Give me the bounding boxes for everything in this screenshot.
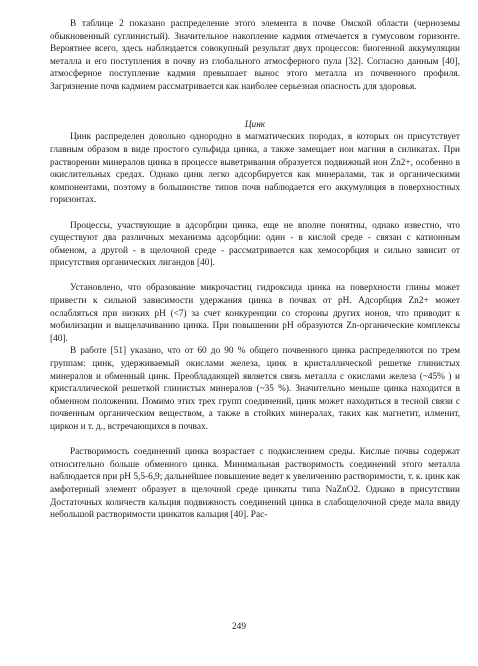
page-text xyxy=(50,18,460,522)
spacer xyxy=(50,207,460,220)
paragraph-intro: В таблице 2 показано распределение этого элемента в почве Омской области (черноземы обыкновенный суглинистый). Значительное накопление кадмия отмечается в гумусовом горизонте. Вероятнее всего, здесь наблюдается совокупный результат двух процессов: биогенной аккумуляции металла и его поступления в почву из глобального атмосферного пула [32]. Согласно данным [40], атмосферное поступление кадмия превышает вынос этого металла из почвенного профиля. Загрязнение почв кадмием рассматривается как наиболее серьезная опасность для здоровья. xyxy=(50,19,460,92)
spacer xyxy=(50,434,460,447)
paragraph-zinc-1: Цинк распределен довольно однородно в магматических породах, в которых он присутствует главным образом в виде простого сульфида цинка, а также замещает ион магния в силикатах. При растворении минералов цинка в процессе выветривания образуется подвижный ион Zn2+, особенно в окислительных средах. Однако цинк легко адсорбируется как минералами, так и органическими компонентами, поэтому в большинстве типов почв наблюдается его аккумуляция в поверхностных горизонтах. xyxy=(50,132,460,206)
spacer xyxy=(50,94,460,107)
paragraph-zinc-2: Процессы, участвующие в адсорбции цинка, еще не вполне понятны, однако известно, что существуют два различных механизма адсорбции: один - в кислой среде - связан с катионным обменом, а другой - в щелочной среде - рассматривается как хемосорбция и сильно зависит от присутствия органических лигандов [40]. xyxy=(50,220,460,269)
spacer xyxy=(50,106,460,119)
spacer xyxy=(50,270,460,283)
paragraph-zinc-4: В работе [51] указано, что от 60 до 90 % общего почвенного цинка распределяются по трем группам: цинк, удерживаемый окислами железа, цинк в кристаллической решетке глинистых минералов и обменный цинк. Преобладающей является связь металла с окислами железа (~45% ) и кристаллической решеткой глинистых минералов (~35 %). Значительно меньше цинка находится в обменном положении. Помимо этих трех групп соединений, цинк может находиться в тесной связи с почвенным органическим веществом, а также в стойких минералах, таких как магнетит, илменит, циркон и т. д., встречающихся в почвах. xyxy=(50,346,460,432)
page-number: 249 xyxy=(232,622,246,632)
paragraph-zinc-5: Растворимость соединений цинка возрастает с подкислением среды. Кислые почвы содержат относительно больше обменного цинка. Минимальная растворимость соединений этого металла наблюдается при pH 5,5-6,9; дальнейшее повышение ведет к увеличению растворимости, т. к. цинк как амфотерный элемент образует в щелочной среде цинкаты типа NaZnO2. Однако в присутствии Достаточных количеств кальция подвижность соединений цинка в слабощелочной среде мала ввиду небольшой растворимости цинкатов кальция [40]. Рас- xyxy=(50,447,460,521)
section-heading: Цинк xyxy=(244,119,266,130)
paragraph-zinc-3: Установлено, что образование микрочастиц гидроксида цинка на поверхности глины может привести к сильной зависимости удержания цинка в почвах от pH. Адсорбция Zn2+ может ослабляться при низких pH (<7) за счет конкуренции со стороны других ионов, что приводит к мобилизации и выщелачиванию цинка. При повышении pH образуются Zn-органические комплексы [40]. xyxy=(50,283,460,344)
